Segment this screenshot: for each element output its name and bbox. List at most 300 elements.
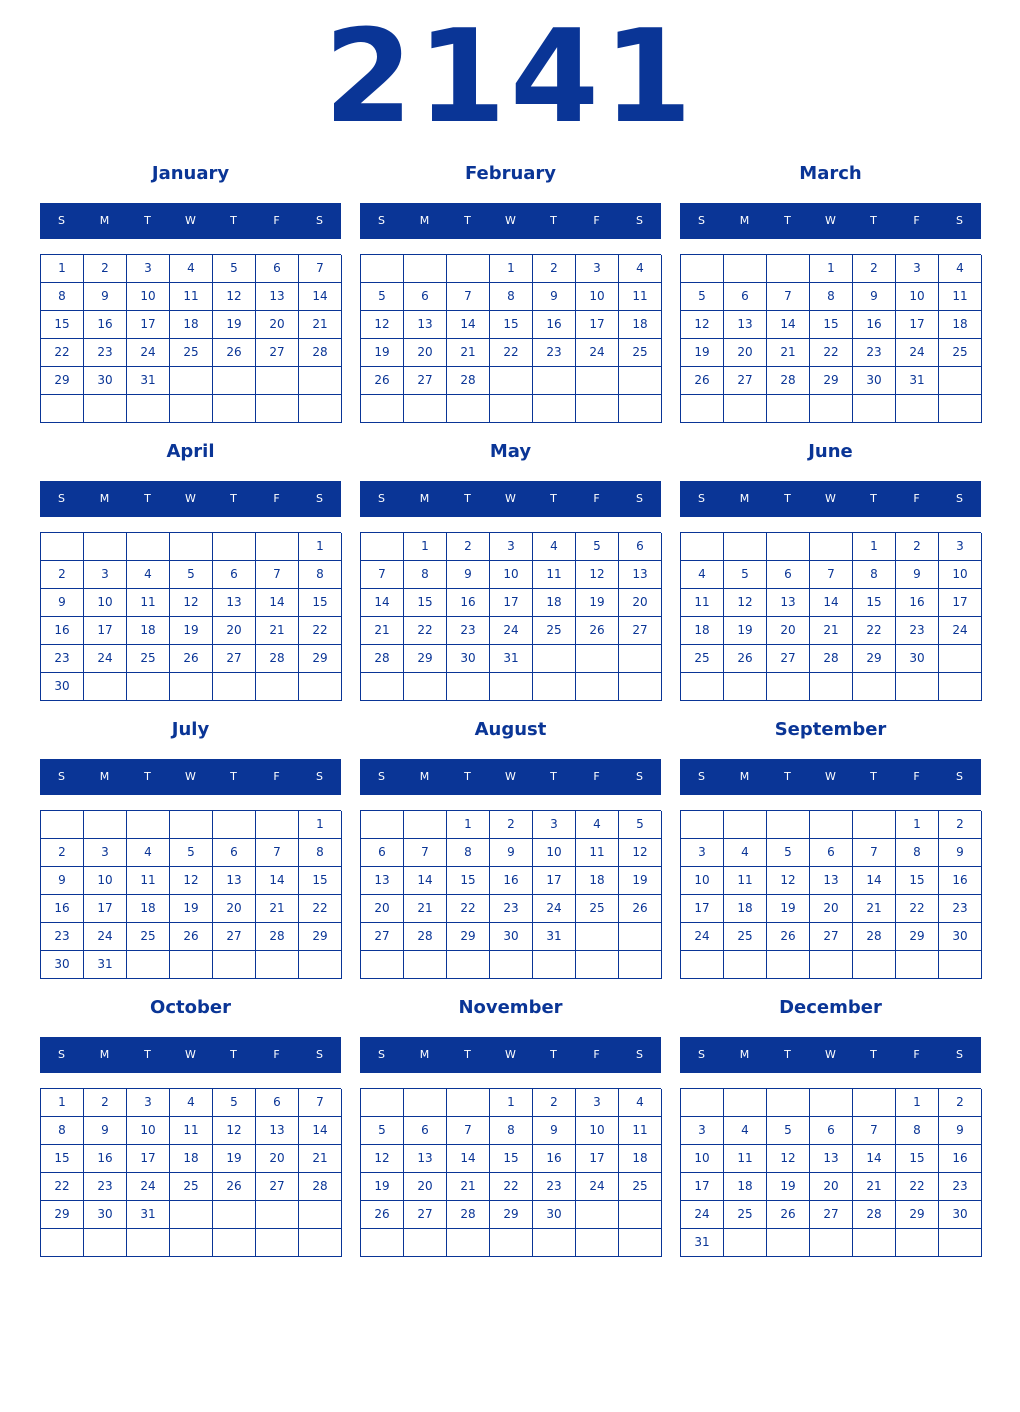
empty-day-cell [256,395,299,423]
day-cell: 30 [939,1201,982,1229]
month-july [40,712,341,982]
day-cell: 11 [533,561,576,589]
day-cell: 15 [896,867,939,895]
day-cell: 19 [170,895,213,923]
empty-day-cell [939,951,982,979]
weekday-label: T [550,1048,557,1061]
weekday-label: W [185,770,196,783]
day-cell: 21 [404,895,447,923]
day-cell: 13 [724,311,767,339]
day-cell: 6 [810,1117,853,1145]
day-cell: 17 [127,311,170,339]
day-cell: 15 [853,589,896,617]
day-cell: 27 [213,645,256,673]
weekday-label: T [464,770,471,783]
weekday-label: W [825,770,836,783]
empty-day-cell [724,1089,767,1117]
day-cell: 23 [896,617,939,645]
month-march [680,156,981,426]
day-cell: 28 [404,923,447,951]
day-cell: 22 [853,617,896,645]
day-grid [360,810,661,979]
day-cell: 27 [256,1173,299,1201]
day-cell: 20 [256,311,299,339]
month-name: January [151,163,230,184]
day-cell: 13 [404,1145,447,1173]
day-cell: 10 [681,1145,724,1173]
empty-day-cell [170,1201,213,1229]
day-cell: 22 [404,617,447,645]
day-cell: 16 [84,1145,127,1173]
day-cell: 2 [447,533,490,561]
weekday-label: W [825,1048,836,1061]
day-cell: 17 [533,867,576,895]
day-cell: 16 [939,867,982,895]
weekday-label: M [99,1048,110,1061]
day-cell: 31 [533,923,576,951]
weekday-header [680,203,981,239]
day-cell: 24 [127,339,170,367]
day-cell: 10 [896,283,939,311]
day-cell: 13 [256,1117,299,1145]
day-cell: 17 [127,1145,170,1173]
day-cell: 29 [299,923,342,951]
day-cell: 9 [853,283,896,311]
month-name: October [150,997,231,1018]
empty-day-cell [533,367,576,395]
empty-day-cell [213,673,256,701]
month-name: April [166,441,215,462]
empty-day-cell [853,951,896,979]
day-cell: 16 [41,895,84,923]
empty-day-cell [490,395,533,423]
day-cell: 5 [681,283,724,311]
day-cell: 23 [533,339,576,367]
day-cell: 7 [404,839,447,867]
day-cell: 8 [299,561,342,589]
weekday-label: T [784,1048,791,1061]
day-cell: 21 [810,617,853,645]
day-cell: 1 [896,1089,939,1117]
day-cell: 19 [170,617,213,645]
day-cell: 21 [361,617,404,645]
day-cell: 20 [213,895,256,923]
month-january [40,156,341,426]
day-cell: 5 [213,1089,256,1117]
day-cell: 8 [853,561,896,589]
day-cell: 20 [767,617,810,645]
empty-day-cell [810,395,853,423]
empty-day-cell [84,1229,127,1257]
day-cell: 16 [447,589,490,617]
day-cell: 27 [404,367,447,395]
day-cell: 30 [853,367,896,395]
empty-day-cell [896,1229,939,1257]
empty-day-cell [361,255,404,283]
day-cell: 30 [939,923,982,951]
day-cell: 27 [810,923,853,951]
weekday-label: W [185,214,196,227]
month-name: August [474,719,547,740]
empty-day-cell [447,1229,490,1257]
day-cell: 3 [576,1089,619,1117]
day-cell: 3 [576,255,619,283]
day-cell: 2 [853,255,896,283]
day-cell: 5 [213,255,256,283]
day-cell: 18 [576,867,619,895]
weekday-label: S [698,214,705,227]
empty-day-cell [619,951,662,979]
day-cell: 19 [361,1173,404,1201]
day-cell: 1 [41,255,84,283]
day-cell: 22 [810,339,853,367]
day-cell: 27 [767,645,810,673]
day-cell: 3 [84,839,127,867]
day-cell: 15 [404,589,447,617]
empty-day-cell [41,533,84,561]
day-cell: 21 [853,895,896,923]
day-cell: 23 [939,1173,982,1201]
empty-day-cell [41,811,84,839]
empty-day-cell [490,1229,533,1257]
empty-day-cell [533,673,576,701]
day-cell: 13 [767,589,810,617]
day-cell: 2 [939,811,982,839]
day-cell: 30 [490,923,533,951]
empty-day-cell [810,533,853,561]
day-cell: 4 [127,561,170,589]
weekday-label: S [58,770,65,783]
day-cell: 17 [84,895,127,923]
day-cell: 5 [619,811,662,839]
day-cell: 29 [447,923,490,951]
day-cell: 30 [447,645,490,673]
day-cell: 6 [213,839,256,867]
day-cell: 19 [619,867,662,895]
day-cell: 10 [127,283,170,311]
empty-day-cell [127,1229,170,1257]
day-cell: 5 [361,283,404,311]
empty-day-cell [939,367,982,395]
empty-day-cell [767,255,810,283]
empty-day-cell [213,811,256,839]
day-cell: 14 [853,867,896,895]
day-cell: 6 [361,839,404,867]
day-cell: 18 [170,1145,213,1173]
day-cell: 29 [490,1201,533,1229]
weekday-label: S [698,770,705,783]
empty-day-cell [170,1229,213,1257]
day-cell: 11 [170,283,213,311]
weekday-label: F [273,1048,280,1061]
day-cell: 18 [127,895,170,923]
empty-day-cell [576,1229,619,1257]
day-cell: 1 [299,533,342,561]
empty-day-cell [447,255,490,283]
day-cell: 12 [170,867,213,895]
day-cell: 6 [619,533,662,561]
empty-day-cell [619,673,662,701]
empty-day-cell [256,951,299,979]
empty-day-cell [256,811,299,839]
day-cell: 8 [490,1117,533,1145]
empty-day-cell [576,951,619,979]
day-cell: 29 [41,1201,84,1229]
day-cell: 27 [404,1201,447,1229]
day-cell: 13 [619,561,662,589]
weekday-header [680,481,981,517]
day-cell: 28 [447,367,490,395]
day-cell: 18 [681,617,724,645]
day-cell: 24 [127,1173,170,1201]
day-cell: 3 [127,1089,170,1117]
empty-day-cell [447,1089,490,1117]
day-cell: 17 [939,589,982,617]
day-cell: 17 [681,895,724,923]
empty-day-cell [170,367,213,395]
empty-day-cell [170,811,213,839]
month-name: July [171,719,210,740]
month-may [360,434,661,704]
weekday-label: S [58,214,65,227]
weekday-label: F [273,492,280,505]
empty-day-cell [576,673,619,701]
empty-day-cell [490,673,533,701]
weekday-header [360,203,661,239]
day-cell: 18 [127,617,170,645]
weekday-label: T [550,770,557,783]
day-cell: 3 [84,561,127,589]
day-cell: 29 [810,367,853,395]
day-cell: 28 [810,645,853,673]
empty-day-cell [619,645,662,673]
day-cell: 15 [810,311,853,339]
day-cell: 14 [447,1145,490,1173]
day-cell: 15 [490,311,533,339]
empty-day-cell [41,1229,84,1257]
day-cell: 9 [533,1117,576,1145]
day-cell: 5 [724,561,767,589]
day-cell: 25 [724,1201,767,1229]
empty-day-cell [810,811,853,839]
day-cell: 20 [404,339,447,367]
day-cell: 1 [490,1089,533,1117]
weekday-label: S [636,214,643,227]
day-cell: 4 [533,533,576,561]
day-cell: 24 [84,923,127,951]
day-cell: 9 [939,1117,982,1145]
weekday-label: T [870,1048,877,1061]
day-cell: 10 [127,1117,170,1145]
day-cell: 20 [361,895,404,923]
day-cell: 23 [447,617,490,645]
day-cell: 6 [256,255,299,283]
empty-day-cell [533,951,576,979]
day-cell: 23 [853,339,896,367]
day-cell: 4 [681,561,724,589]
month-name: November [458,997,563,1018]
empty-day-cell [767,951,810,979]
empty-day-cell [724,673,767,701]
day-cell: 12 [576,561,619,589]
empty-day-cell [576,1201,619,1229]
year-title: 2141 [323,3,697,152]
weekday-label: T [870,214,877,227]
empty-day-cell [853,673,896,701]
weekday-label: S [636,1048,643,1061]
weekday-label: T [550,214,557,227]
day-cell: 8 [41,283,84,311]
day-cell: 27 [213,923,256,951]
empty-day-cell [724,255,767,283]
day-grid [360,532,661,701]
empty-day-cell [896,951,939,979]
day-cell: 26 [361,1201,404,1229]
day-cell: 12 [724,589,767,617]
day-cell: 10 [490,561,533,589]
day-cell: 11 [576,839,619,867]
empty-day-cell [619,923,662,951]
day-cell: 13 [810,867,853,895]
weekday-label: T [230,1048,237,1061]
day-cell: 28 [256,645,299,673]
empty-day-cell [767,1089,810,1117]
day-cell: 3 [939,533,982,561]
day-cell: 6 [767,561,810,589]
day-cell: 6 [404,283,447,311]
empty-day-cell [361,673,404,701]
empty-day-cell [767,673,810,701]
day-cell: 19 [767,1173,810,1201]
empty-day-cell [767,395,810,423]
day-cell: 18 [939,311,982,339]
month-name: June [808,441,853,462]
day-cell: 22 [896,1173,939,1201]
day-cell: 12 [361,311,404,339]
day-cell: 5 [576,533,619,561]
day-cell: 29 [896,923,939,951]
day-cell: 7 [299,1089,342,1117]
day-cell: 13 [213,589,256,617]
day-cell: 27 [724,367,767,395]
weekday-label: F [273,214,280,227]
day-cell: 10 [576,1117,619,1145]
day-cell: 16 [896,589,939,617]
day-cell: 2 [41,561,84,589]
day-cell: 22 [490,1173,533,1201]
day-cell: 30 [84,367,127,395]
day-cell: 29 [896,1201,939,1229]
day-grid [680,810,981,979]
weekday-label: M [419,770,430,783]
day-cell: 9 [939,839,982,867]
empty-day-cell [213,533,256,561]
day-cell: 23 [533,1173,576,1201]
day-cell: 8 [404,561,447,589]
weekday-label: W [505,492,516,505]
day-cell: 24 [681,1201,724,1229]
day-cell: 21 [447,1173,490,1201]
empty-day-cell [490,367,533,395]
day-cell: 21 [299,311,342,339]
day-cell: 21 [299,1145,342,1173]
weekday-label: T [230,214,237,227]
day-cell: 3 [533,811,576,839]
empty-day-cell [810,951,853,979]
day-cell: 2 [490,811,533,839]
day-cell: 19 [361,339,404,367]
empty-day-cell [361,951,404,979]
weekday-label: T [464,1048,471,1061]
day-cell: 16 [41,617,84,645]
day-cell: 7 [767,283,810,311]
day-cell: 24 [576,339,619,367]
weekday-label: F [273,770,280,783]
day-cell: 16 [533,1145,576,1173]
empty-day-cell [619,1201,662,1229]
weekday-label: T [230,492,237,505]
empty-day-cell [84,673,127,701]
day-cell: 24 [681,923,724,951]
weekday-label: T [144,770,151,783]
weekday-label: S [956,492,963,505]
weekday-label: F [913,492,920,505]
day-cell: 21 [853,1173,896,1201]
empty-day-cell [619,395,662,423]
day-cell: 17 [490,589,533,617]
empty-day-cell [810,673,853,701]
empty-day-cell [299,1201,342,1229]
weekday-label: S [316,492,323,505]
weekday-label: F [593,492,600,505]
day-cell: 1 [299,811,342,839]
day-cell: 8 [299,839,342,867]
empty-day-cell [896,673,939,701]
empty-day-cell [767,533,810,561]
day-cell: 6 [213,561,256,589]
day-cell: 28 [853,923,896,951]
day-cell: 10 [576,283,619,311]
day-cell: 19 [213,1145,256,1173]
day-cell: 24 [896,339,939,367]
weekday-label: T [144,214,151,227]
empty-day-cell [404,255,447,283]
day-cell: 17 [681,1173,724,1201]
day-cell: 25 [576,895,619,923]
empty-day-cell [127,951,170,979]
empty-day-cell [170,395,213,423]
empty-day-cell [256,1229,299,1257]
weekday-label: S [636,770,643,783]
empty-day-cell [170,951,213,979]
empty-day-cell [84,533,127,561]
weekday-label: F [593,214,600,227]
day-cell: 6 [256,1089,299,1117]
day-cell: 3 [490,533,533,561]
day-cell: 22 [896,895,939,923]
day-cell: 6 [404,1117,447,1145]
day-cell: 20 [810,1173,853,1201]
day-cell: 14 [256,589,299,617]
weekday-label: S [378,1048,385,1061]
day-cell: 28 [299,339,342,367]
empty-day-cell [724,395,767,423]
day-cell: 19 [724,617,767,645]
weekday-header [40,1037,341,1073]
day-cell: 4 [619,255,662,283]
empty-day-cell [447,951,490,979]
day-cell: 1 [490,255,533,283]
